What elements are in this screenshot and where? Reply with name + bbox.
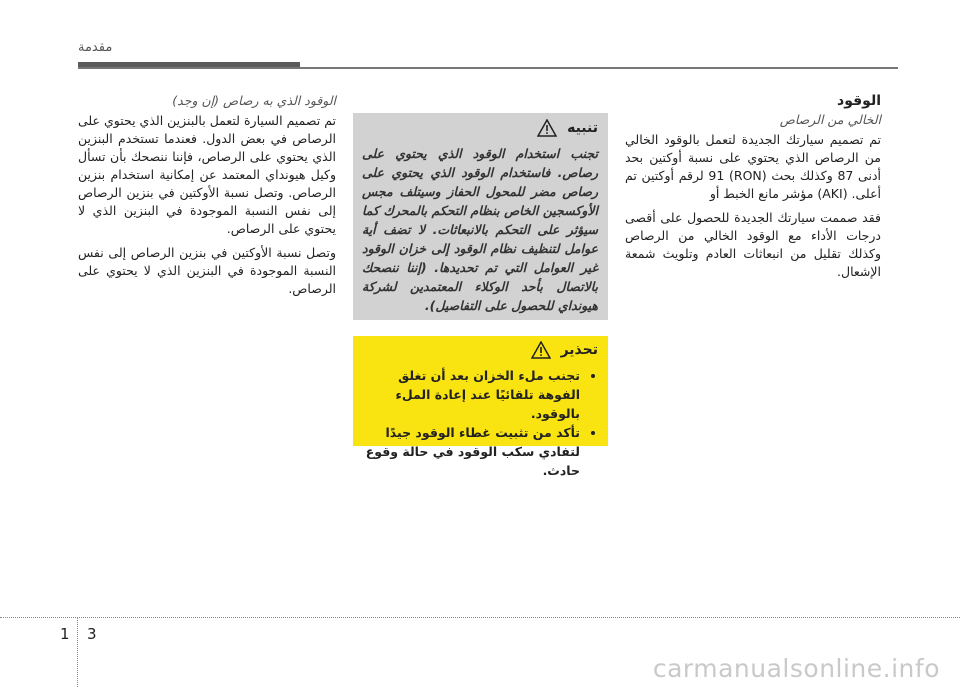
header-rule [78,67,898,69]
unleaded-paragraph-1: تم تصميم سيارتك الجديدة لتعمل بالوقود الخالي من الرصاص الذي يحتوي على نسبة أوكتين بحد أدنى 87 وكذلك بحث (RON) 91 لرقم أوكتين تم أعلى. (AKI) مؤشر مانع الخبط أو [625,132,881,201]
footer-rule [0,617,960,618]
warning-title: تحذير [560,342,598,358]
fuel-section [625,92,881,287]
chapter-title: مقدمة [78,40,113,55]
notice-title: تنبيه [567,120,598,136]
footer-divider [77,617,78,687]
warning-header [531,341,598,359]
warning-list [361,366,594,480]
warning-item: • تجنب ملء الخزان بعد أن تغلق الفوهة تلقائيًا عند إعادة الملء بالوقود. [361,366,580,423]
leaded-paragraph-2: وتصل نسبة الأوكتين في بنزين الرصاص إلى نفس النسبة الموجودة في البنزين الذي لا يحتوي على الرصاص. [78,245,336,296]
notice-box [353,113,608,320]
warning-box [353,336,608,478]
unleaded-paragraph-2: فقد صممت سيارتك الجديدة للحصول على أقصى درجات الأداء مع الوقود الخالي من الرصاص وكذلك تقليل من انبعاثات العادم وتلويث شمعة الإشعال. [625,210,881,279]
page-number: 3 [87,625,97,643]
section-number: 1 [60,625,70,643]
warning-item: • تأكد من تثبيت غطاء الوقود جيدًا لتفادي سكب الوقود في حالة وقوع حادث. [361,423,580,480]
leaded-paragraph-1: تم تصميم السيارة لتعمل بالبنزين الذي يحتوي على الرصاص في بعض الدول. فعندما تستخدم البنزين الذي يحتوي على الرصاص، فإننا ننصحك بأن تسأل وكيل هيونداي المعتمد عن إمكانية استخدام بنزين الرصاص. وتصل نسبة الأوكتين في بنزين الرصاص إلى نفس النسبة الموجودة في البنزين الذي لا يحتوي على الرصاص. [78,113,336,236]
fuel-section-title: الوقود [837,93,881,109]
leaded-fuel-section [78,92,336,304]
notice-header [537,119,598,137]
leaded-fuel-title: الوقود الذي به رصاص (إن وجد) [172,93,336,108]
notice-body: تجنب استخدام الوقود الذي يحتوي على رصاص. فاستخدام الوقود الذي يحتوي على رصاص مضر للمحول الحفاز وسيتلف مجس الأوكسجين الخاص بنظام التحكم بالمحرك كما سيؤثر على التحكم بالانبعاثات. لا تضف أية عوامل لتنظيف نظام الوقود إلى خزان الوقود غير العوامل التي تم تحديدها. (إننا ننصحك بالاتصال بأحد الوكلاء المعتمدين لشركة هيونداي للحصول على التفاصيل). [362,146,598,313]
unleaded-subtitle: الخالي من الرصاص [779,112,881,127]
warning-triangle-icon [531,341,551,359]
watermark: carmanualsonline.info [652,654,940,683]
caution-triangle-icon [537,119,557,137]
